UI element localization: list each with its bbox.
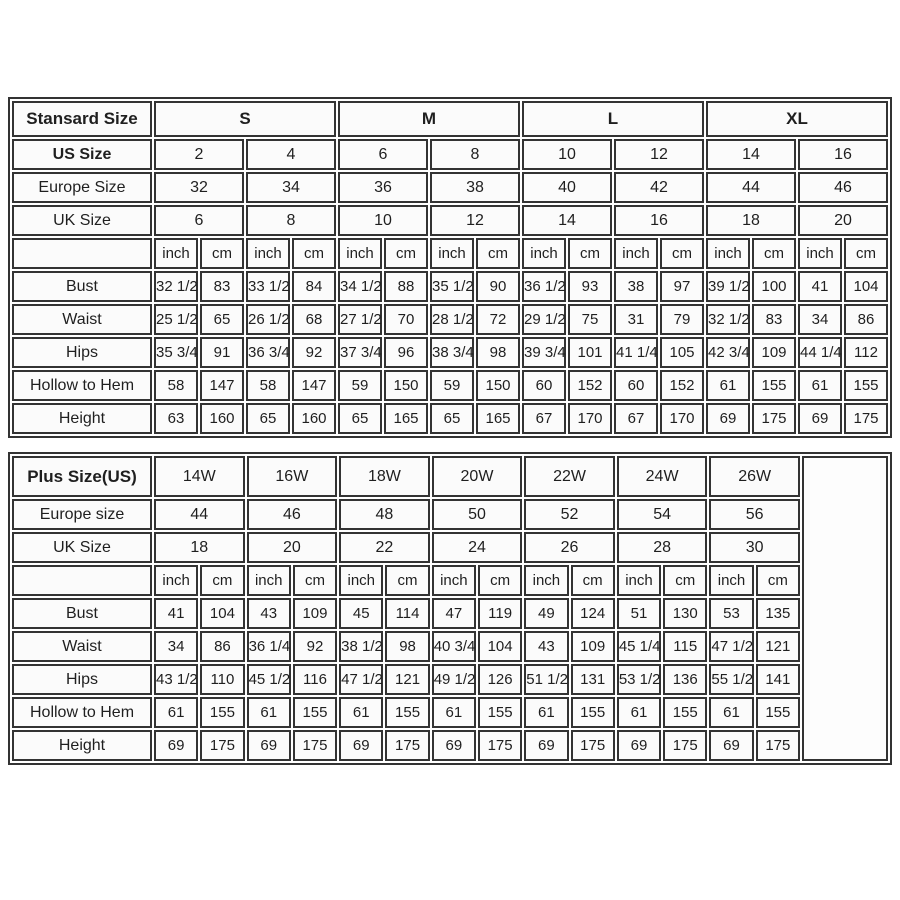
measurement-value-cell: 155 <box>752 370 796 401</box>
unit-header-cell: cm <box>384 238 428 269</box>
measurement-value-cell: 175 <box>385 730 429 761</box>
corner-label: Plus Size(US) <box>12 456 152 497</box>
measurement-value-cell: 109 <box>293 598 337 629</box>
measurement-value-cell: 121 <box>385 664 429 695</box>
measurement-value-cell: 58 <box>246 370 290 401</box>
measurement-value-cell: 69 <box>798 403 842 434</box>
measurement-value-cell: 43 <box>247 598 291 629</box>
measurement-value-cell: 38 3/4 <box>430 337 474 368</box>
size-group-header: XL <box>706 101 888 137</box>
measurement-value-cell: 38 <box>614 271 658 302</box>
row-label: UK Size <box>12 532 152 563</box>
size-value-cell: 40 <box>522 172 612 203</box>
measurement-value-cell: 170 <box>568 403 612 434</box>
measurement-value-cell: 100 <box>752 271 796 302</box>
size-group-header: M <box>338 101 520 137</box>
unit-header-cell: inch <box>154 238 198 269</box>
size-value-cell: 32 <box>154 172 244 203</box>
size-value-cell: 50 <box>432 499 523 530</box>
unit-header-cell: inch <box>338 238 382 269</box>
measurement-value-cell: 43 1/2 <box>154 664 198 695</box>
measurement-value-cell: 175 <box>478 730 522 761</box>
size-value-cell: 12 <box>614 139 704 170</box>
measurement-value-cell: 68 <box>292 304 336 335</box>
measurement-value-cell: 65 <box>246 403 290 434</box>
measurement-value-cell: 175 <box>200 730 244 761</box>
measurement-value-cell: 32 1/2 <box>706 304 750 335</box>
size-value-cell: 52 <box>524 499 615 530</box>
measurement-value-cell: 165 <box>384 403 428 434</box>
measurement-value-cell: 53 1/2 <box>617 664 661 695</box>
size-value-cell: 6 <box>338 139 428 170</box>
unit-header-cell: cm <box>663 565 707 596</box>
measurement-value-cell: 69 <box>617 730 661 761</box>
measurement-value-cell: 155 <box>385 697 429 728</box>
row-label: Hips <box>12 664 152 695</box>
measurement-value-cell: 58 <box>154 370 198 401</box>
measurement-value-cell: 70 <box>384 304 428 335</box>
size-value-cell: 28 <box>617 532 708 563</box>
measurement-value-cell: 92 <box>292 337 336 368</box>
measurement-value-cell: 116 <box>293 664 337 695</box>
row-label: US Size <box>12 139 152 170</box>
measurement-value-cell: 36 3/4 <box>246 337 290 368</box>
measurement-value-cell: 44 1/4 <box>798 337 842 368</box>
measurement-value-cell: 40 3/4 <box>432 631 476 662</box>
measurement-value-cell: 51 <box>617 598 661 629</box>
size-value-cell: 24 <box>432 532 523 563</box>
row-label: Height <box>12 730 152 761</box>
measurement-value-cell: 69 <box>524 730 568 761</box>
size-value-cell: 44 <box>154 499 245 530</box>
size-value-cell: 20 <box>798 205 888 236</box>
size-group-header: 22W <box>524 456 615 497</box>
measurement-value-cell: 160 <box>292 403 336 434</box>
row-label: Height <box>12 403 152 434</box>
size-group-header: 24W <box>617 456 708 497</box>
measurement-value-cell: 93 <box>568 271 612 302</box>
size-value-cell: 8 <box>430 139 520 170</box>
measurement-value-cell: 155 <box>293 697 337 728</box>
size-group-header: 20W <box>432 456 523 497</box>
measurement-value-cell: 160 <box>200 403 244 434</box>
size-value-cell: 18 <box>706 205 796 236</box>
measurement-value-cell: 105 <box>660 337 704 368</box>
measurement-value-cell: 136 <box>663 664 707 695</box>
measurement-value-cell: 69 <box>339 730 383 761</box>
unit-header-cell: cm <box>292 238 336 269</box>
measurement-value-cell: 104 <box>200 598 244 629</box>
unit-header-cell: inch <box>706 238 750 269</box>
row-label: Hollow to Hem <box>12 370 152 401</box>
measurement-value-cell: 60 <box>614 370 658 401</box>
row-label: UK Size <box>12 205 152 236</box>
unit-header-cell: cm <box>568 238 612 269</box>
measurement-value-cell: 69 <box>432 730 476 761</box>
size-value-cell: 54 <box>617 499 708 530</box>
unit-header-cell: cm <box>293 565 337 596</box>
measurement-value-cell: 175 <box>752 403 796 434</box>
unit-header-cell: cm <box>200 238 244 269</box>
unit-header-cell: cm <box>200 565 244 596</box>
unit-header-cell: inch <box>522 238 566 269</box>
unit-header-cell: cm <box>476 238 520 269</box>
plus-size-table <box>8 452 892 765</box>
size-value-cell: 36 <box>338 172 428 203</box>
unit-header-cell: cm <box>660 238 704 269</box>
measurement-value-cell: 126 <box>478 664 522 695</box>
measurement-value-cell: 61 <box>706 370 750 401</box>
measurement-value-cell: 109 <box>752 337 796 368</box>
measurement-value-cell: 135 <box>756 598 800 629</box>
unit-header-cell: inch <box>246 238 290 269</box>
measurement-value-cell: 67 <box>522 403 566 434</box>
measurement-value-cell: 41 <box>798 271 842 302</box>
unit-header-cell: inch <box>614 238 658 269</box>
measurement-value-cell: 112 <box>844 337 888 368</box>
measurement-value-cell: 104 <box>478 631 522 662</box>
measurement-value-cell: 98 <box>385 631 429 662</box>
measurement-value-cell: 49 <box>524 598 568 629</box>
measurement-value-cell: 29 1/2 <box>522 304 566 335</box>
measurement-value-cell: 37 3/4 <box>338 337 382 368</box>
measurement-value-cell: 55 1/2 <box>709 664 753 695</box>
measurement-value-cell: 75 <box>568 304 612 335</box>
size-group-header: 14W <box>154 456 245 497</box>
measurement-value-cell: 61 <box>247 697 291 728</box>
measurement-value-cell: 175 <box>293 730 337 761</box>
size-group-header: 18W <box>339 456 430 497</box>
measurement-value-cell: 39 3/4 <box>522 337 566 368</box>
unit-header-cell: inch <box>798 238 842 269</box>
unit-header-cell: inch <box>524 565 568 596</box>
measurement-value-cell: 47 <box>432 598 476 629</box>
measurement-value-cell: 175 <box>663 730 707 761</box>
measurement-value-cell: 38 1/2 <box>339 631 383 662</box>
measurement-value-cell: 61 <box>798 370 842 401</box>
measurement-value-cell: 175 <box>756 730 800 761</box>
size-group-header: L <box>522 101 704 137</box>
row-label: Hips <box>12 337 152 368</box>
size-value-cell: 12 <box>430 205 520 236</box>
measurement-value-cell: 59 <box>338 370 382 401</box>
measurement-value-cell: 51 1/2 <box>524 664 568 695</box>
unit-header-cell: inch <box>247 565 291 596</box>
measurement-value-cell: 84 <box>292 271 336 302</box>
size-value-cell: 30 <box>709 532 800 563</box>
measurement-value-cell: 25 1/2 <box>154 304 198 335</box>
measurement-value-cell: 33 1/2 <box>246 271 290 302</box>
measurement-value-cell: 155 <box>663 697 707 728</box>
size-value-cell: 8 <box>246 205 336 236</box>
measurement-value-cell: 36 1/4 <box>247 631 291 662</box>
measurement-value-cell: 175 <box>571 730 615 761</box>
measurement-value-cell: 63 <box>154 403 198 434</box>
measurement-value-cell: 83 <box>200 271 244 302</box>
size-group-header: 26W <box>709 456 800 497</box>
size-value-cell: 10 <box>338 205 428 236</box>
measurement-value-cell: 32 1/2 <box>154 271 198 302</box>
measurement-value-cell: 121 <box>756 631 800 662</box>
size-value-cell: 34 <box>246 172 336 203</box>
measurement-value-cell: 69 <box>709 730 753 761</box>
measurement-value-cell: 36 1/2 <box>522 271 566 302</box>
size-value-cell: 48 <box>339 499 430 530</box>
measurement-value-cell: 61 <box>339 697 383 728</box>
measurement-value-cell: 35 3/4 <box>154 337 198 368</box>
measurement-value-cell: 150 <box>384 370 428 401</box>
measurement-value-cell: 28 1/2 <box>430 304 474 335</box>
measurement-value-cell: 141 <box>756 664 800 695</box>
measurement-value-cell: 65 <box>200 304 244 335</box>
row-label: Hollow to Hem <box>12 697 152 728</box>
measurement-value-cell: 155 <box>200 697 244 728</box>
measurement-value-cell: 79 <box>660 304 704 335</box>
size-value-cell: 18 <box>154 532 245 563</box>
size-value-cell: 2 <box>154 139 244 170</box>
row-label: Europe Size <box>12 172 152 203</box>
unit-header-cell: cm <box>752 238 796 269</box>
measurement-value-cell: 90 <box>476 271 520 302</box>
measurement-value-cell: 155 <box>844 370 888 401</box>
size-value-cell: 14 <box>522 205 612 236</box>
measurement-value-cell: 92 <box>293 631 337 662</box>
unit-header-cell: cm <box>756 565 800 596</box>
measurement-value-cell: 61 <box>432 697 476 728</box>
unit-header-cell: inch <box>617 565 661 596</box>
empty-cell <box>802 456 888 761</box>
measurement-value-cell: 155 <box>478 697 522 728</box>
measurement-value-cell: 49 1/2 <box>432 664 476 695</box>
measurement-value-cell: 43 <box>524 631 568 662</box>
measurement-value-cell: 119 <box>478 598 522 629</box>
size-value-cell: 10 <box>522 139 612 170</box>
measurement-value-cell: 26 1/2 <box>246 304 290 335</box>
measurement-value-cell: 60 <box>522 370 566 401</box>
row-label: Bust <box>12 271 152 302</box>
measurement-value-cell: 47 1/2 <box>339 664 383 695</box>
measurement-value-cell: 98 <box>476 337 520 368</box>
measurement-value-cell: 61 <box>709 697 753 728</box>
unit-header-cell: cm <box>478 565 522 596</box>
measurement-value-cell: 131 <box>571 664 615 695</box>
measurement-value-cell: 147 <box>292 370 336 401</box>
measurement-value-cell: 152 <box>568 370 612 401</box>
size-value-cell: 46 <box>247 499 338 530</box>
unit-header-cell: inch <box>154 565 198 596</box>
measurement-value-cell: 150 <box>476 370 520 401</box>
measurement-value-cell: 165 <box>476 403 520 434</box>
measurement-value-cell: 41 <box>154 598 198 629</box>
measurement-value-cell: 83 <box>752 304 796 335</box>
measurement-value-cell: 96 <box>384 337 428 368</box>
measurement-value-cell: 34 <box>798 304 842 335</box>
measurement-value-cell: 35 1/2 <box>430 271 474 302</box>
measurement-value-cell: 27 1/2 <box>338 304 382 335</box>
unit-header-cell: cm <box>844 238 888 269</box>
measurement-value-cell: 109 <box>571 631 615 662</box>
size-value-cell: 26 <box>524 532 615 563</box>
measurement-value-cell: 42 3/4 <box>706 337 750 368</box>
measurement-value-cell: 61 <box>524 697 568 728</box>
measurement-value-cell: 31 <box>614 304 658 335</box>
size-group-header: S <box>154 101 336 137</box>
measurement-value-cell: 152 <box>660 370 704 401</box>
row-label: Waist <box>12 304 152 335</box>
size-value-cell: 38 <box>430 172 520 203</box>
standard-size-table <box>8 97 892 438</box>
size-value-cell: 46 <box>798 172 888 203</box>
measurement-value-cell: 147 <box>200 370 244 401</box>
measurement-value-cell: 130 <box>663 598 707 629</box>
measurement-value-cell: 45 1/2 <box>247 664 291 695</box>
measurement-value-cell: 97 <box>660 271 704 302</box>
measurement-value-cell: 170 <box>660 403 704 434</box>
measurement-value-cell: 61 <box>154 697 198 728</box>
measurement-value-cell: 61 <box>617 697 661 728</box>
corner-label: Stansard Size <box>12 101 152 137</box>
measurement-value-cell: 67 <box>614 403 658 434</box>
unit-header-cell: cm <box>385 565 429 596</box>
row-label: Waist <box>12 631 152 662</box>
empty-cell <box>12 238 152 269</box>
measurement-value-cell: 155 <box>756 697 800 728</box>
measurement-value-cell: 59 <box>430 370 474 401</box>
unit-header-cell: inch <box>430 238 474 269</box>
measurement-value-cell: 124 <box>571 598 615 629</box>
size-value-cell: 4 <box>246 139 336 170</box>
measurement-value-cell: 53 <box>709 598 753 629</box>
measurement-value-cell: 114 <box>385 598 429 629</box>
unit-header-cell: inch <box>339 565 383 596</box>
measurement-value-cell: 86 <box>844 304 888 335</box>
size-value-cell: 22 <box>339 532 430 563</box>
measurement-value-cell: 104 <box>844 271 888 302</box>
measurement-value-cell: 110 <box>200 664 244 695</box>
measurement-value-cell: 88 <box>384 271 428 302</box>
measurement-value-cell: 45 <box>339 598 383 629</box>
measurement-value-cell: 45 1/4 <box>617 631 661 662</box>
measurement-value-cell: 155 <box>571 697 615 728</box>
unit-header-cell: cm <box>571 565 615 596</box>
unit-header-cell: inch <box>709 565 753 596</box>
size-value-cell: 44 <box>706 172 796 203</box>
size-value-cell: 16 <box>798 139 888 170</box>
size-value-cell: 6 <box>154 205 244 236</box>
measurement-value-cell: 72 <box>476 304 520 335</box>
measurement-value-cell: 65 <box>338 403 382 434</box>
measurement-value-cell: 41 1/4 <box>614 337 658 368</box>
empty-cell <box>12 565 152 596</box>
measurement-value-cell: 69 <box>247 730 291 761</box>
size-value-cell: 56 <box>709 499 800 530</box>
measurement-value-cell: 47 1/2 <box>709 631 753 662</box>
measurement-value-cell: 39 1/2 <box>706 271 750 302</box>
measurement-value-cell: 115 <box>663 631 707 662</box>
measurement-value-cell: 69 <box>154 730 198 761</box>
size-value-cell: 42 <box>614 172 704 203</box>
measurement-value-cell: 34 <box>154 631 198 662</box>
measurement-value-cell: 69 <box>706 403 750 434</box>
measurement-value-cell: 65 <box>430 403 474 434</box>
measurement-value-cell: 86 <box>200 631 244 662</box>
size-group-header: 16W <box>247 456 338 497</box>
row-label: Bust <box>12 598 152 629</box>
measurement-value-cell: 101 <box>568 337 612 368</box>
size-value-cell: 14 <box>706 139 796 170</box>
row-label: Europe size <box>12 499 152 530</box>
unit-header-cell: inch <box>432 565 476 596</box>
measurement-value-cell: 175 <box>844 403 888 434</box>
measurement-value-cell: 34 1/2 <box>338 271 382 302</box>
size-value-cell: 20 <box>247 532 338 563</box>
measurement-value-cell: 91 <box>200 337 244 368</box>
size-value-cell: 16 <box>614 205 704 236</box>
